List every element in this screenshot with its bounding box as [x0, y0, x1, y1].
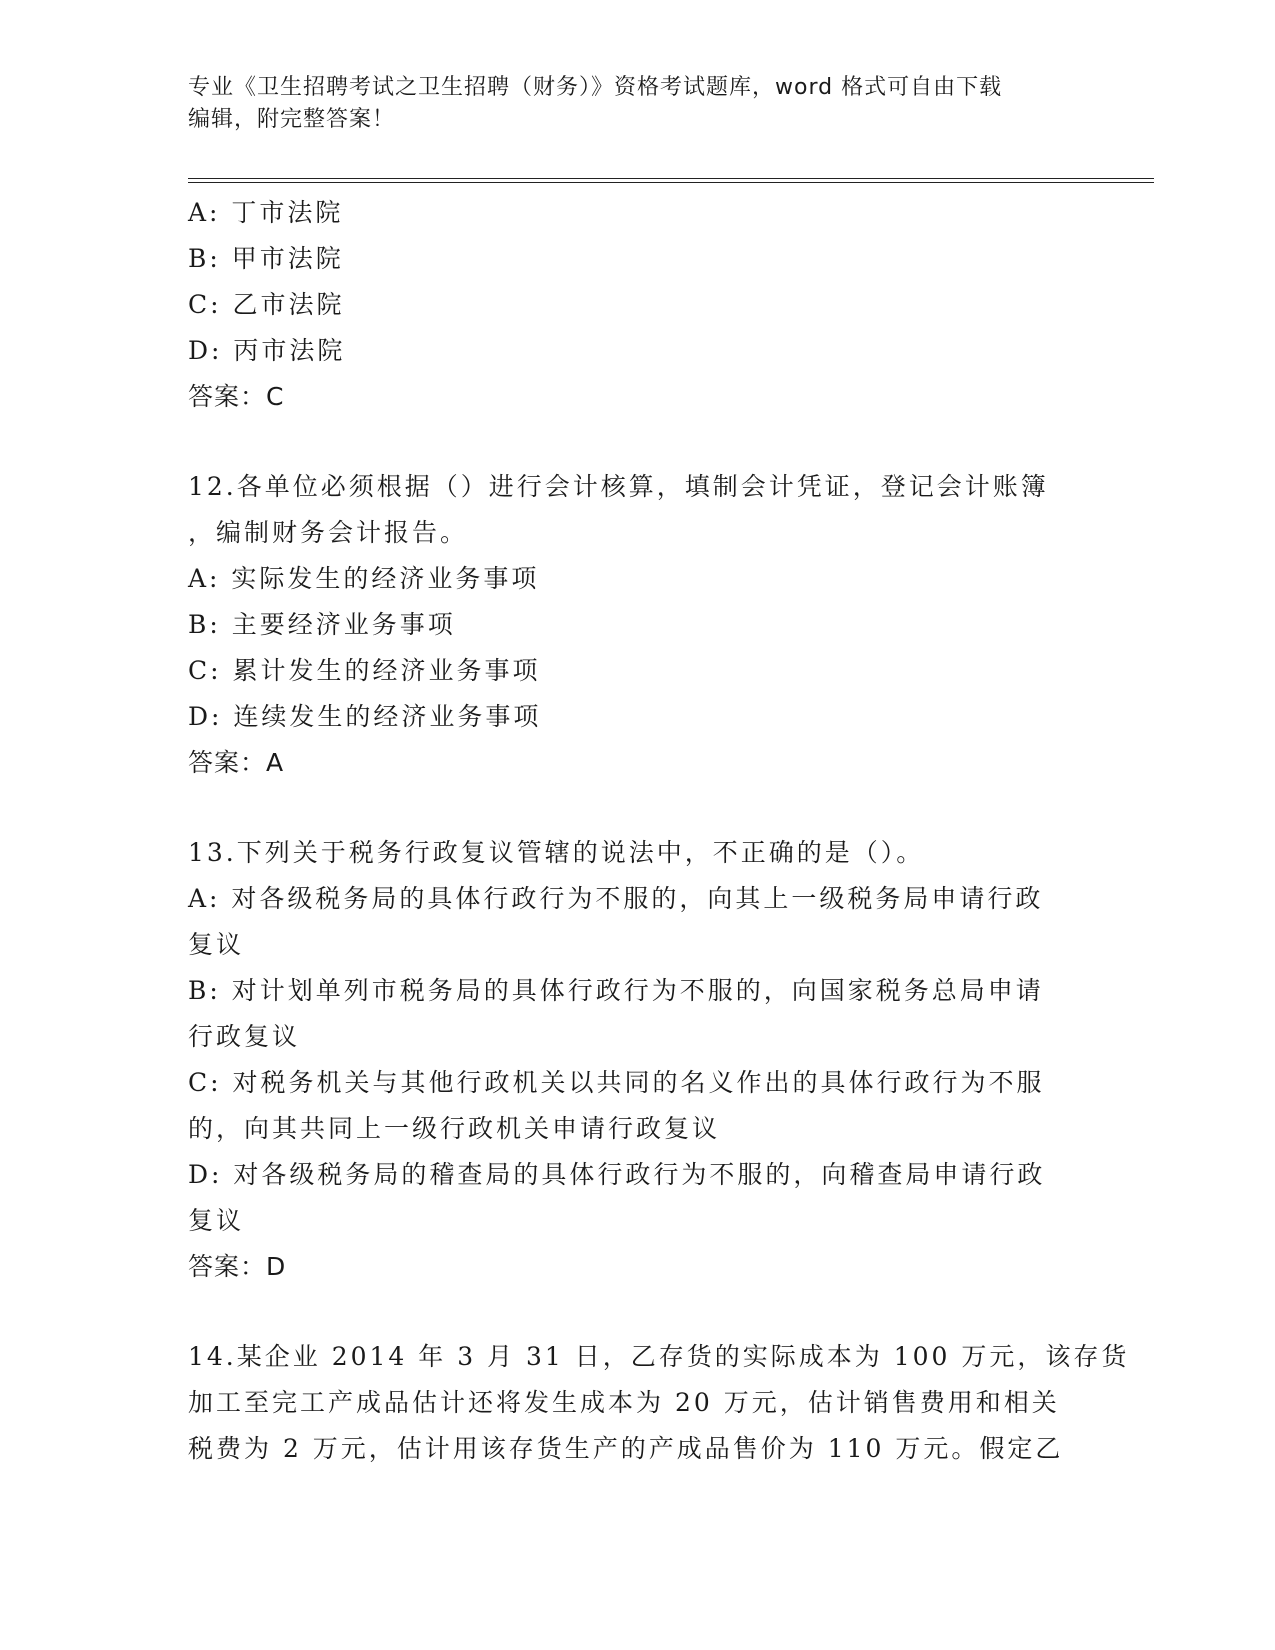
option-b-continued: 行政复议 — [188, 1022, 301, 1051]
option-d: D: 丙市法院 — [188, 336, 346, 365]
option-c: C: 累计发生的经济业务事项 — [188, 656, 541, 685]
option-c: C: 对税务机关与其他行政机关以共同的名义作出的具体行政行为不服 — [188, 1068, 1045, 1097]
header-line-2: 编辑，附完整答案！ — [188, 107, 396, 132]
answer: 答案：C — [188, 382, 285, 411]
question-stem: 12.各单位必须根据（）进行会计核算，填制会计凭证，登记会计账簿 — [188, 472, 1049, 501]
option-a-continued: 复议 — [188, 930, 245, 959]
question-11 — [188, 190, 1088, 420]
question-stem-continued: 税费为 2 万元，估计用该存货生产的产成品售价为 110 万元。假定乙 — [188, 1434, 1064, 1463]
question-13 — [188, 830, 1088, 1290]
header-line-1: 专业《卫生招聘考试之卫生招聘（财务）》资格考试题库，word 格式可自由下载 — [188, 75, 1003, 100]
question-stem: 14.某企业 2014 年 3 月 31 日，乙存货的实际成本为 100 万元，该存货 — [188, 1342, 1130, 1371]
option-b: B: 甲市法院 — [188, 244, 344, 273]
document-header — [188, 72, 1088, 136]
option-a: A: 对各级税务局的具体行政行为不服的，向其上一级税务局申请行政 — [188, 884, 1044, 913]
header-divider-bottom — [188, 182, 1154, 183]
header-divider-top — [188, 178, 1154, 179]
option-b: B: 主要经济业务事项 — [188, 610, 456, 639]
question-12 — [188, 464, 1088, 786]
question-stem-continued: ，编制财务会计报告。 — [188, 518, 469, 547]
option-d: D: 连续发生的经济业务事项 — [188, 702, 542, 731]
question-stem-continued: 加工至完工产成品估计还将发生成本为 20 万元，估计销售费用和相关 — [188, 1388, 1060, 1417]
option-c: C: 乙市法院 — [188, 290, 345, 319]
option-c-continued: 的，向其共同上一级行政机关申请行政复议 — [188, 1114, 721, 1143]
option-d: D: 对各级税务局的稽查局的具体行政行为不服的，向稽查局申请行政 — [188, 1160, 1046, 1189]
answer: 答案：A — [188, 748, 285, 777]
option-a: A: 丁市法院 — [188, 198, 344, 227]
option-b: B: 对计划单列市税务局的具体行政行为不服的，向国家税务总局申请 — [188, 976, 1044, 1005]
answer: 答案：D — [188, 1252, 287, 1281]
question-stem: 13.下列关于税务行政复议管辖的说法中，不正确的是（）。 — [188, 838, 925, 867]
option-a: A: 实际发生的经济业务事项 — [188, 564, 540, 593]
question-14 — [188, 1334, 1130, 1472]
question-list — [188, 190, 1130, 1472]
option-d-continued: 复议 — [188, 1206, 245, 1235]
